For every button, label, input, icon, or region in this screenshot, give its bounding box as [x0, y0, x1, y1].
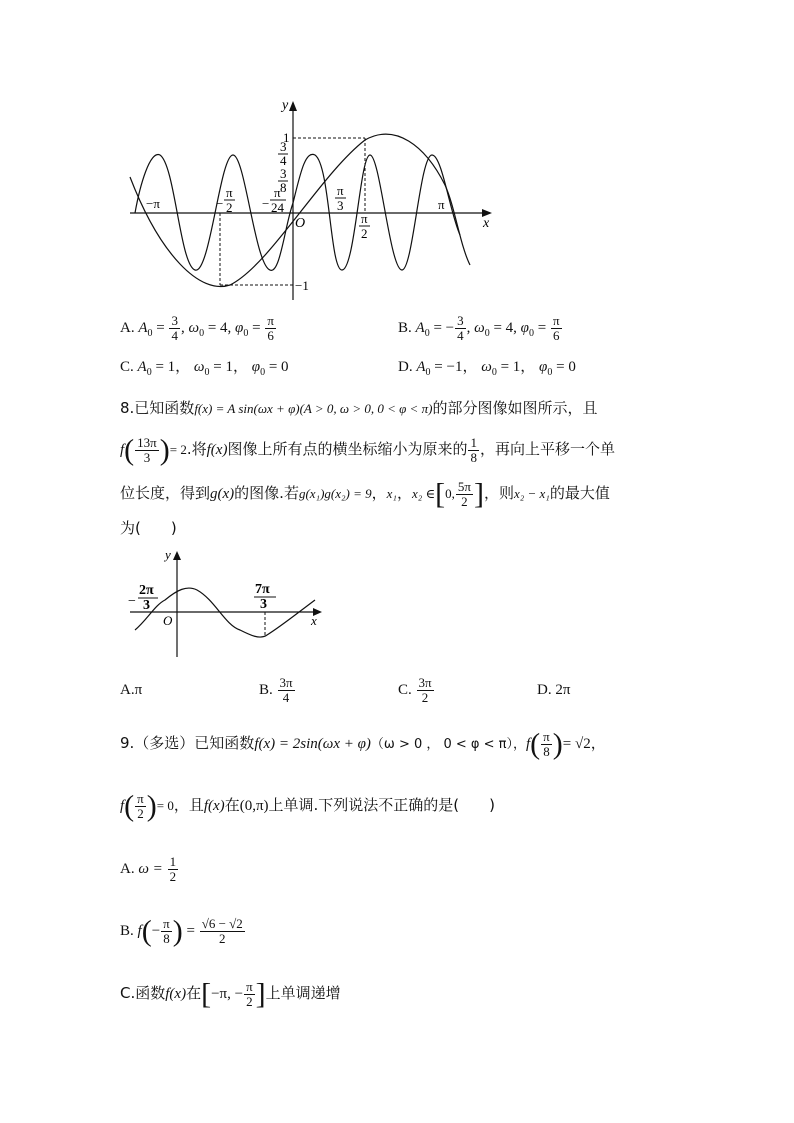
- q7-option-d[interactable]: D. $A_0 = -1$， $\omega_0 = 1$， $\varphi_0 = 0$: [398, 359, 576, 378]
- svg-text:π: π: [274, 185, 281, 200]
- graph-2: [125, 545, 325, 660]
- q9-option-b[interactable]: B. f(− $\frac{\pi}{8}$ ) = $\frac{√6 - √2}{2}$: [120, 914, 243, 948]
- svg-text:3: 3: [280, 166, 287, 181]
- x-tick-neg-pi: −π: [146, 196, 160, 211]
- q9-line1: 9.（多选）已知函数f(x) = 2sin(ωx + φ)（ω > 0 ， 0 < φ < π），f( $\frac{\pi}{8}$ )= √2，: [120, 727, 606, 761]
- svg-text:π: π: [337, 183, 344, 198]
- svg-text:O: O: [163, 613, 173, 628]
- x-axis-label: x: [483, 216, 490, 231]
- q8-line3: 位长度，得到g(x)的图像.若g(x₁)g(x₂) = 9，x₁，x₂ ∈[0, $\frac{5\pi}{2}$ ]，则x₂ − x₁的最大值: [120, 477, 610, 511]
- q9-option-a[interactable]: A. ω = $\frac{1}{2}$: [120, 854, 177, 884]
- svg-text:4: 4: [280, 153, 287, 168]
- x-tick-pi: π: [438, 197, 445, 212]
- svg-text:−: −: [128, 594, 136, 609]
- svg-text:8: 8: [280, 180, 287, 195]
- q8-option-c[interactable]: C. $\frac{3\pi}{2}$: [398, 675, 432, 705]
- y-tick-1: 1: [283, 130, 290, 145]
- q7-option-a[interactable]: A. $A_0$ = $\frac{3}{4}$ , $\omega_0 = 4$, $\varphi_0$ = $\frac{\pi}{6}$: [120, 313, 274, 343]
- svg-text:3: 3: [260, 597, 267, 612]
- q8-option-d[interactable]: D. 2π: [537, 682, 571, 698]
- y-tick-minus1: −1: [295, 278, 309, 293]
- svg-text:π: π: [361, 211, 368, 226]
- svg-text:π: π: [226, 185, 233, 200]
- q9-line2: f( $\frac{\pi}{2}$ )= 0，且f(x)在(0,π)上单调.下列说法不正确的是( ): [120, 789, 496, 823]
- y-axis-label: y: [282, 98, 289, 113]
- q7-option-c[interactable]: C. $A_0 = 1$， $\omega_0 = 1$， $\varphi_0 = 0$: [120, 359, 289, 378]
- q8-option-b[interactable]: B. $\frac{3\pi}{4}$: [259, 675, 293, 705]
- curve-fast: [135, 154, 460, 270]
- svg-text:y: y: [165, 547, 171, 562]
- svg-text:x: x: [311, 613, 317, 628]
- q7-option-b[interactable]: B. $A_0$ = − $\frac{3}{4}$ , $\omega_0 = 4$, $\varphi_0$ = $\frac{\pi}{6}$: [398, 313, 560, 343]
- svg-text:2: 2: [226, 200, 233, 215]
- curve-wide: [130, 134, 470, 286]
- q8-line1: 8.已知函数f(x) = A sin(ωx + φ)(A > 0, ω > 0, 0 < φ < π)的部分图像如图所示，且: [120, 399, 598, 417]
- svg-text:−: −: [216, 196, 224, 211]
- svg-text:−: −: [262, 196, 270, 211]
- svg-text:3: 3: [280, 139, 287, 154]
- q8-option-a[interactable]: A.π: [120, 682, 143, 698]
- q9-option-c[interactable]: C.函数f(x)在[−π, − $\frac{\pi}{2}$ ]上单调递增: [120, 977, 341, 1011]
- q8-line4: 为( ): [120, 519, 177, 537]
- graph-1: [120, 95, 500, 305]
- svg-text:7π: 7π: [255, 582, 270, 597]
- svg-text:24: 24: [271, 200, 284, 215]
- svg-text:2π: 2π: [139, 583, 154, 598]
- origin-label: O: [295, 216, 306, 231]
- q8-line2: f( $\frac{13\pi}{3}$ )= 2.将f(x)图像上所有点的横坐标缩小为原来的 $\frac{1}{8}$ ，再向上平移一个单: [120, 433, 615, 467]
- svg-text:3: 3: [337, 198, 344, 213]
- svg-text:3: 3: [143, 598, 150, 613]
- svg-text:2: 2: [361, 226, 368, 241]
